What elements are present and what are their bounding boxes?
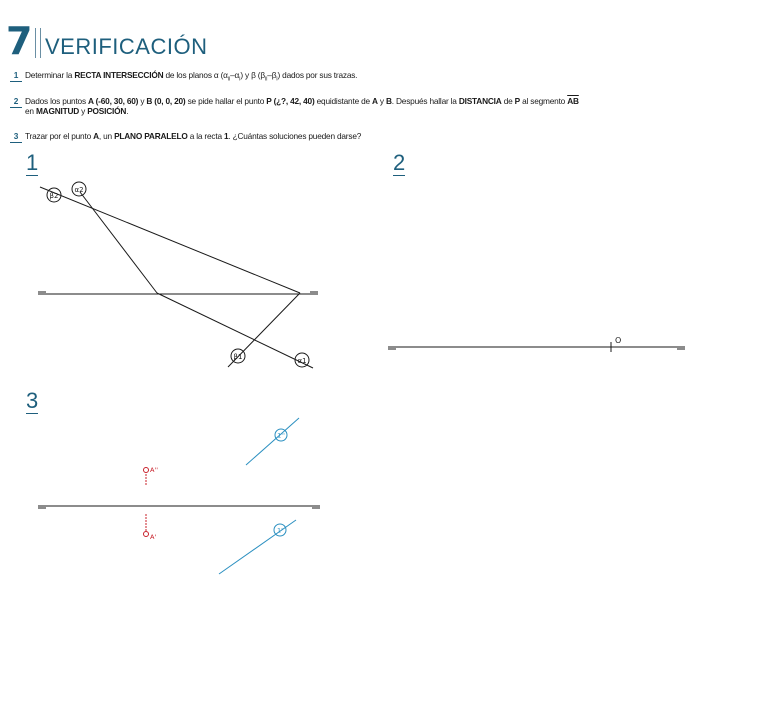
beta2-trace [40,187,300,293]
exercise-text: Trazar por el punto A, un PLANO PARALELO a la recta 1. ¿Cuántas soluciones pueden darse? [25,131,362,141]
diagram-3-label: 3 [26,388,39,413]
diagram-2 [388,342,685,352]
exercise-text: Dados los puntos A (-60, 30, 60) y B (0, 0, 20) se pide hallar el punto P (¿?, 42, 40) equidistante de A y B. Después hallar la DISTANCIA de P al segmento $\overline{AB}$ en MAGNITUD y POSICIÓN. [25,96,579,116]
alpha2-trace [80,192,157,293]
diagram-1-label: 1 [26,150,39,175]
a1-label: A' [150,533,157,541]
diagram-2-label: 2 [393,150,406,175]
r1-label: 1' [277,526,283,535]
r2-label: 1'' [277,431,285,440]
exercise-number: 3 [10,131,22,143]
exercise-number: 1 [10,70,22,82]
exercise-number: 2 [10,96,22,108]
exercise-text: Determinar la RECTA INTERSECCIÓN de los planos α $(\alpha_{II}-\alpha_I)$ y β $(\beta_{II}-\beta_I)$ dados por sus trazas. [25,70,358,83]
point-a2 [144,468,149,473]
beta2-label: β2 [49,192,59,200]
chapter-number: 7 [6,19,33,63]
diagram-1 [38,182,318,368]
a2-label: A'' [150,466,159,474]
line-1-vertical-projection [246,418,299,465]
page-title: VERIFICACIÓN [45,34,208,59]
diagram-3 [38,418,320,574]
line-1-horizontal-projection [219,520,296,574]
alpha1-label: α1 [297,357,307,365]
point-a1 [144,532,149,537]
origin-label: O [615,336,622,345]
alpha2-label: α2 [74,186,84,194]
beta1-label: β1 [233,353,243,361]
